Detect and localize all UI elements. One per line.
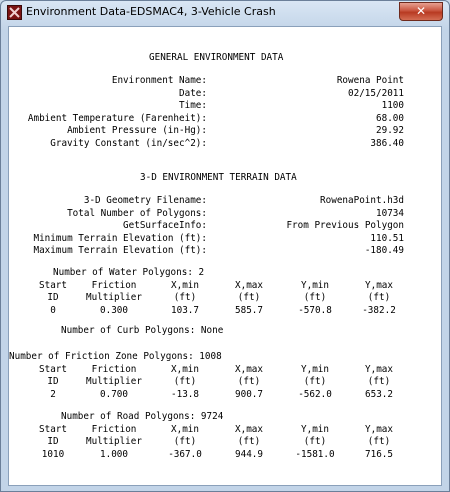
column-header: (ft) <box>367 292 391 303</box>
general-row <box>9 137 441 150</box>
column-header: X,min <box>171 280 199 291</box>
table-cell: 900.7 <box>235 389 263 400</box>
field-label: Environment Name: <box>111 75 207 86</box>
table-title: Number of Road Polygons: 9724 <box>61 411 224 422</box>
water-polygons-title <box>9 266 441 279</box>
table-cell: 1010 <box>41 449 65 460</box>
table-title: Number of Water Polygons: 2 <box>53 267 205 278</box>
field-label: Time: <box>179 100 207 111</box>
column-header: Friction <box>91 364 137 375</box>
terrain-heading <box>9 171 441 184</box>
table-title: Number of Friction Zone Polygons: 1008 <box>9 351 222 362</box>
table-cell: -367.0 <box>168 449 202 460</box>
column-header: Y,min <box>301 364 329 375</box>
field-value: 68.00 <box>376 113 404 124</box>
field-value: 02/15/2011 <box>348 88 404 99</box>
table-cell: 0 <box>50 305 56 316</box>
column-header: X,max <box>235 364 263 375</box>
general-row <box>9 74 441 87</box>
field-label: Minimum Terrain Elevation (ft): <box>33 233 207 244</box>
column-header: Multiplier <box>86 376 142 387</box>
field-value: -180.49 <box>364 245 404 256</box>
column-header: Start <box>39 280 67 291</box>
table-cell: -13.8 <box>171 389 199 400</box>
field-label: Total Number of Polygons: <box>67 208 207 219</box>
field-value: 29.92 <box>376 125 404 136</box>
table-cell: 653.2 <box>365 389 393 400</box>
table-cell: 944.9 <box>235 449 263 460</box>
table-cell: 0.700 <box>100 389 128 400</box>
field-label: Ambient Pressure (in-Hg): <box>67 125 207 136</box>
general-heading <box>9 51 441 64</box>
section-heading: 3-D ENVIRONMENT TERRAIN DATA <box>140 172 297 183</box>
table-title: Number of Curb Polygons: None <box>61 325 224 336</box>
field-label: Maximum Terrain Elevation (ft): <box>33 245 207 256</box>
column-header: (ft) <box>303 376 327 387</box>
column-header: Start <box>39 424 67 435</box>
field-value: 10734 <box>376 208 404 219</box>
column-header: Y,max <box>365 280 393 291</box>
column-header: ID <box>47 376 59 387</box>
column-header: X,min <box>171 364 199 375</box>
friction-header-units-row <box>9 375 441 388</box>
field-value: 1100 <box>381 100 404 111</box>
water-data-row <box>9 304 441 317</box>
terrain-row <box>9 219 441 232</box>
curb-polygons-title <box>9 324 441 337</box>
table-cell: 1.000 <box>100 449 128 460</box>
field-label: Gravity Constant (in/sec^2): <box>50 138 207 149</box>
report-pane <box>9 27 441 485</box>
field-label: Ambient Temperature (Farenheit): <box>27 113 207 124</box>
friction-data-row <box>9 388 441 401</box>
column-header: Y,max <box>365 364 393 375</box>
road-data-row <box>9 448 441 461</box>
field-value: 386.40 <box>370 138 404 149</box>
section-heading: GENERAL ENVIRONMENT DATA <box>149 52 284 63</box>
window-title: Environment Data-EDSMAC4, 3-Vehicle Crash <box>26 5 276 18</box>
road-polygons-title <box>9 410 441 423</box>
field-label: 3-D Geometry Filename: <box>83 195 207 206</box>
field-value: 110.51 <box>370 233 404 244</box>
table-cell: -570.8 <box>298 305 332 316</box>
column-header: Multiplier <box>86 436 142 447</box>
terrain-row <box>9 244 441 257</box>
app-icon <box>7 5 22 20</box>
column-header: ID <box>47 292 59 303</box>
friction-polygons-title <box>9 350 441 363</box>
close-icon: ✕ <box>415 4 427 18</box>
column-header: ID <box>47 436 59 447</box>
column-header: (ft) <box>237 376 261 387</box>
general-row <box>9 99 441 112</box>
column-header: (ft) <box>303 292 327 303</box>
field-value: Rowena Point <box>336 75 404 86</box>
field-label: GetSurfaceInfo: <box>123 220 207 231</box>
close-button[interactable] <box>399 2 443 21</box>
title-bar[interactable] <box>1 1 449 23</box>
column-header: (ft) <box>173 376 197 387</box>
column-header: Y,min <box>301 280 329 291</box>
table-cell: 103.7 <box>171 305 199 316</box>
column-header: Y,min <box>301 424 329 435</box>
column-header: Multiplier <box>86 292 142 303</box>
column-header: (ft) <box>367 436 391 447</box>
column-header: Y,max <box>365 424 393 435</box>
column-header: (ft) <box>237 292 261 303</box>
column-header: (ft) <box>173 436 197 447</box>
report-text-area[interactable] <box>8 26 442 486</box>
column-header: Friction <box>91 280 137 291</box>
table-cell: 0.300 <box>100 305 128 316</box>
field-value: From Previous Polygon <box>286 220 404 231</box>
column-header: X,max <box>235 280 263 291</box>
field-value: RowenaPoint.h3d <box>320 195 404 206</box>
column-header: (ft) <box>367 376 391 387</box>
water-header-units-row <box>9 291 441 304</box>
terrain-row <box>9 194 441 207</box>
column-header: Start <box>39 364 67 375</box>
general-row <box>9 124 441 137</box>
table-cell: 716.5 <box>365 449 393 460</box>
column-header: (ft) <box>237 436 261 447</box>
road-header-units-row <box>9 435 441 448</box>
table-cell: 585.7 <box>235 305 263 316</box>
table-cell: -562.0 <box>298 389 332 400</box>
column-header: X,max <box>235 424 263 435</box>
column-header: Friction <box>91 424 137 435</box>
field-label: Date: <box>179 88 207 99</box>
table-cell: 2 <box>50 389 56 400</box>
column-header: (ft) <box>303 436 327 447</box>
column-header: X,min <box>171 424 199 435</box>
table-cell: -1581.0 <box>295 449 335 460</box>
column-header: (ft) <box>173 292 197 303</box>
table-cell: -382.2 <box>362 305 396 316</box>
